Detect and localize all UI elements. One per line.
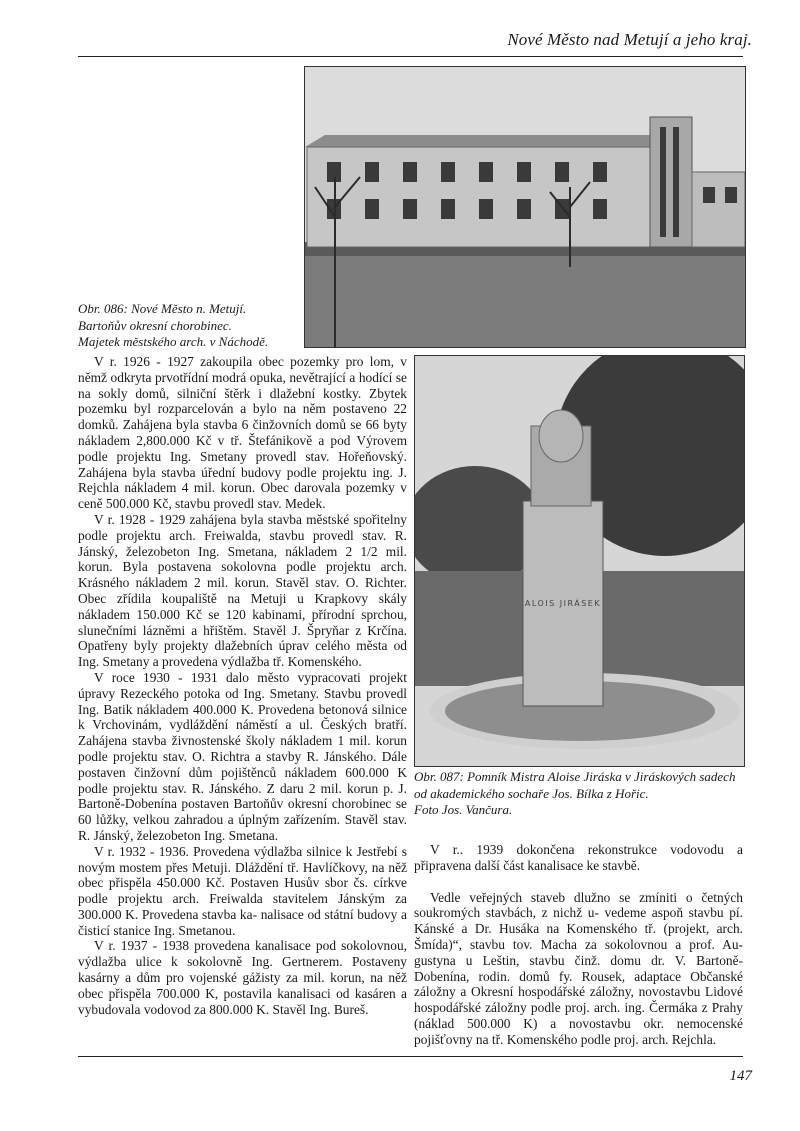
caption-line: Obr. 087: Pomník Mistra Aloise Jiráska v Jiráskových sadech (414, 769, 736, 784)
paragraph: V r. 1926 - 1927 zakoupila obec pozemky pro lom, v němž odkryta prvotřídní modrá opuka, nevětrající a hodící se na sokly domů, silniční štěrk i dlažební kostky. Zbytek pozemku byl rozparcelován a bylo na něm postaveno 22 domků. Zahájena byla stavba 6 činžovních domů se 66 byty nákladem 2,800.000 Kč v tř. Štefánikově a pod Výrovem podle projektu Ing. Smetany provedl stav. Hořeňovský. Zahájena byla stavba úřední budovy podle projektu ing. J. Rejchla nákladem 4 mil. korun. Obec darovala pozemky v ceně 500.000 Kč, stavbu provedl stav. Medek. (78, 354, 407, 512)
header-rule (78, 56, 743, 57)
body-column-right (414, 842, 743, 1048)
caption-line: Obr. 086: Nové Město n. Metují. (78, 301, 247, 316)
paragraph: V r. 1928 - 1929 zahájena byla stavba městské spořitelny podle projektu arch. Freiwalda, stavbu provedl stav. R. Jánský, železobeton Ing. Smetana, nákladem 2 1/2 mil. korun. Byla postavena sokolovna podle projektu arch. Krásného nákladem 2 mil. korun. Stavěl stav. O. Richter. Obec zřídila koupaliště na Metuji u Krapkovy skály nákladem 150.000 Kč se 120 kabinami, přírodní sprchou, slunečními lázněmi a hřištěm. Stavěl J. Špryňar z Krčína. Opatřeny byly projekty dlažebních úprav celého města od Ing. Smetany a provedena výdlažba tř. Komenského. (78, 511, 407, 670)
caption-line: Bartoňův okresní chorobinec. (78, 317, 232, 333)
caption-line: Foto Jos. Vančura. (414, 802, 513, 817)
running-title: Nové Město nad Metují a jeho kraj. (507, 30, 752, 49)
monument-illustration (415, 356, 744, 766)
caption-line: Majetek městského arch. v Náchodě. (78, 334, 269, 349)
figure-086-caption (78, 301, 298, 351)
paragraph: V r.. 1939 dokončena rekonstrukce vodovodu a připravena další část kanalisace ke stavbě. (414, 842, 743, 873)
page-number: 147 (729, 1068, 752, 1084)
photo-hospital-building (304, 66, 746, 348)
paragraph: Vedle veřejných staveb dlužno se zmíniti o četných soukromých stavbách, z nichž u- vedeme aspoň stavbu pí. Kánské a Dr. Husáka na Komenského tř. (projekt, arch. Šmída)“, stavbu tov. Macha za sokolovnou a prof. Au- gustyna u Leštin, stavbu činž. domu dr. V. Bartoně-Dobenína, rodin. domů fy. Rousek, adaptace Občanské záložny a Okresní hospodářské záložny, novostavbu Lidové hospodářské záložny podle proj. arch. ing. Čermáka z Prahy (náklad 500.000 K) a novostavbu okr. nemocenské pojišťovny na tř. Komenského podle proj. arch. Rejchla. (414, 889, 743, 1047)
monument-inscription: ALOIS JIRÁSEK (524, 599, 602, 608)
footer-rule (78, 1056, 743, 1057)
photo-jirasek-monument (414, 355, 745, 767)
paragraph: V r. 1937 - 1938 provedena kanalisace pod sokolovnou, výdlažba ulice k sokolovně Ing. Gertnerem. Postaveny kasárny a dům pro vojenské gážisty za mil. korun, na něž obec přispěla 700.000 K, postavila kanalisaci od kasáren a vybudovala vodovod za 800.000 K. Stavěl Ing. Bureš. (78, 938, 407, 1017)
paragraph: V r. 1932 - 1936. Provedena výdlažba silnice k Jestřebí s novým mostem přes Metuji. Dláždění tř. Havlíčkovy, na něž obec přispěla 450.000 Kč. Postaven Husův sbor čs. církve podle projektu arch. Freiwalda stavitelem Jánským za 300.000 K. Provedena stavba ka- nalisace od státní budovy a čisticí stanice Ing. Smetanou. (78, 843, 407, 938)
body-column-left (78, 354, 407, 1017)
hospital-illustration (305, 67, 745, 347)
paragraph: V roce 1930 - 1931 dalo město vypracovati projekt úpravy Rezeckého potoka od Ing. Smetany. Stavbu provedl Ing. Batik nákladem 400.000 K. Provedena betonová silnice k Vrchovinám, vydláždění náměstí a ul. Českých bratří. Zahájena stavba živnostenské školy nákladem 1 mil. korun podle projektu stav. O. Richtra a stavby R. Jánského. Dále postaven činžovní dům pojištěnců nákladem 600.000 K podle projektu stav. R. Jánského. Z daru 2 mil. korun p. J. Bartoně-Dobenína postaven Bartoňův okresní chorobinec se 60 lůžky, velkou zahradou a úplným zařízením. Stavěl stav. R. Jánský, železobeton Ing. Smetana. (78, 669, 407, 843)
figure-087-caption (414, 769, 744, 819)
caption-line: od akademického sochaře Jos. Bílka z Hořic. (414, 785, 649, 801)
